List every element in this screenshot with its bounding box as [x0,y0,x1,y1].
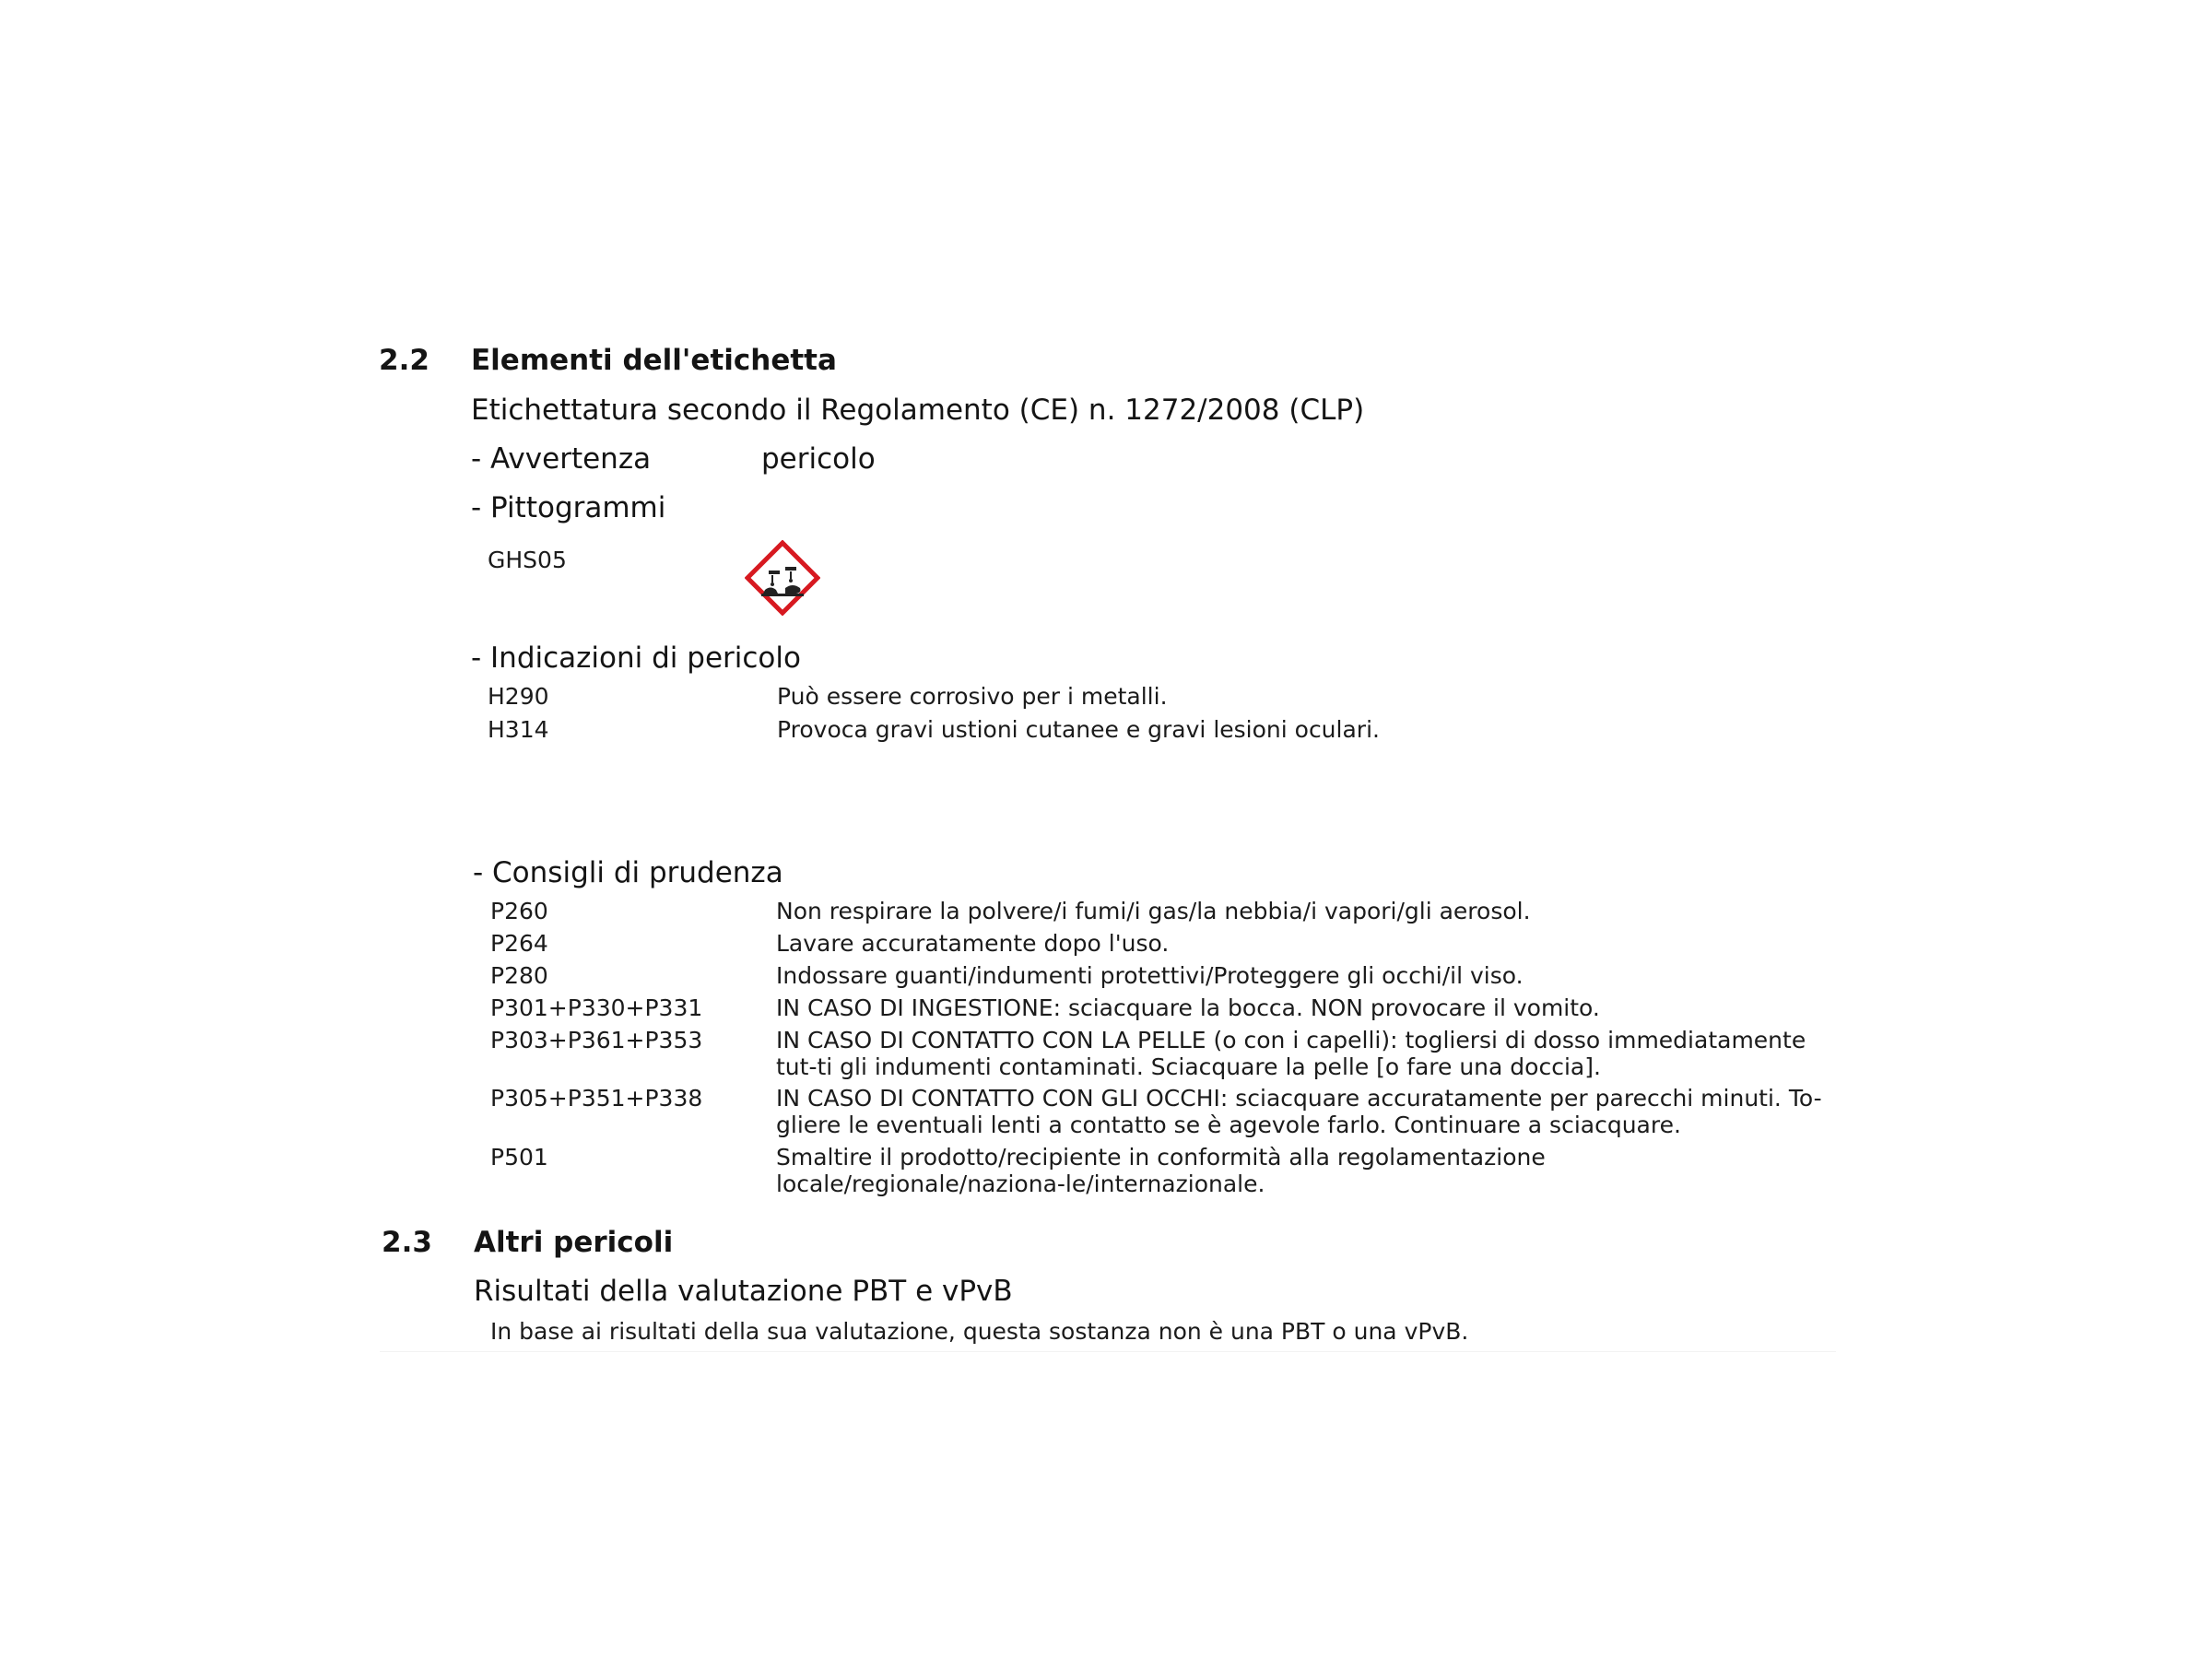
section-title-2-3: Altri pericoli [474,1226,674,1259]
section-number-2-2: 2.2 [379,344,429,377]
labelling-regulation: Etichettatura secondo il Regolamento (CE) n. 1272/2008 (CLP) [471,394,1365,427]
precaution-text-p301: IN CASO DI INGESTIONE: sciacquare la bocca. NON provocare il vomito. [776,994,1600,1021]
hazard-text-h290: Può essere corrosivo per i metalli. [777,683,1168,710]
hazard-code-h314: H314 [488,716,549,743]
precaution-code-p264: P264 [490,930,548,957]
precaution-text-p501: Smaltire il prodotto/recipiente in conformità alla regolamentazione locale/regionale/naziona-le/internazionale. [776,1144,1546,1197]
pbt-assessment-subtitle: Risultati della valutazione PBT e vPvB [474,1275,1013,1308]
pbt-assessment-text: In base ai risultati della sua valutazione, questa sostanza non è una PBT o una vPvB. [490,1318,1469,1345]
hazard-text-h314: Provoca gravi ustioni cutanee e gravi lesioni oculari. [777,716,1380,743]
hazard-code-h290: H290 [488,683,549,710]
pictogram-code: GHS05 [488,547,567,573]
signal-word-label: - Avvertenza [471,442,652,476]
precaution-text-p260: Non respirare la polvere/i fumi/i gas/la nebbia/i vapori/gli aerosol. [776,898,1531,924]
section-number-2-3: 2.3 [382,1226,432,1259]
precaution-code-p501: P501 [490,1144,548,1171]
precaution-text-p264: Lavare accuratamente dopo l'uso. [776,930,1170,957]
precautionary-statements-label: - Consigli di prudenza [473,856,783,889]
precaution-code-p301: P301+P330+P331 [490,994,703,1021]
precaution-code-p280: P280 [490,962,548,989]
pictograms-label: - Pittogrammi [471,491,666,524]
precaution-code-p303: P303+P361+P353 [490,1027,703,1053]
precaution-text-p305: IN CASO DI CONTATTO CON GLI OCCHI: sciacquare accuratamente per parecchi minuti. To-gliere le eventuali lenti a contatto se è agevole farlo. Continuare a sciacquare. [776,1085,1822,1138]
precaution-text-p280: Indossare guanti/indumenti protettivi/Proteggere gli occhi/il viso. [776,962,1524,989]
precaution-code-p305: P305+P351+P338 [490,1085,703,1112]
corrosion-pictogram-icon [745,540,820,616]
precaution-code-p260: P260 [490,898,548,924]
section-title-2-2: Elementi dell'etichetta [471,344,837,377]
signal-word-value: pericolo [761,442,876,476]
hazard-statements-label: - Indicazioni di pericolo [471,641,801,675]
precaution-text-p303: IN CASO DI CONTATTO CON LA PELLE (o con i capelli): togliersi di dosso immediatamente tut-ti gli indumenti contaminati. Sciacquare la pelle [o fare una doccia]. [776,1027,1806,1080]
bottom-divider [380,1351,1836,1352]
